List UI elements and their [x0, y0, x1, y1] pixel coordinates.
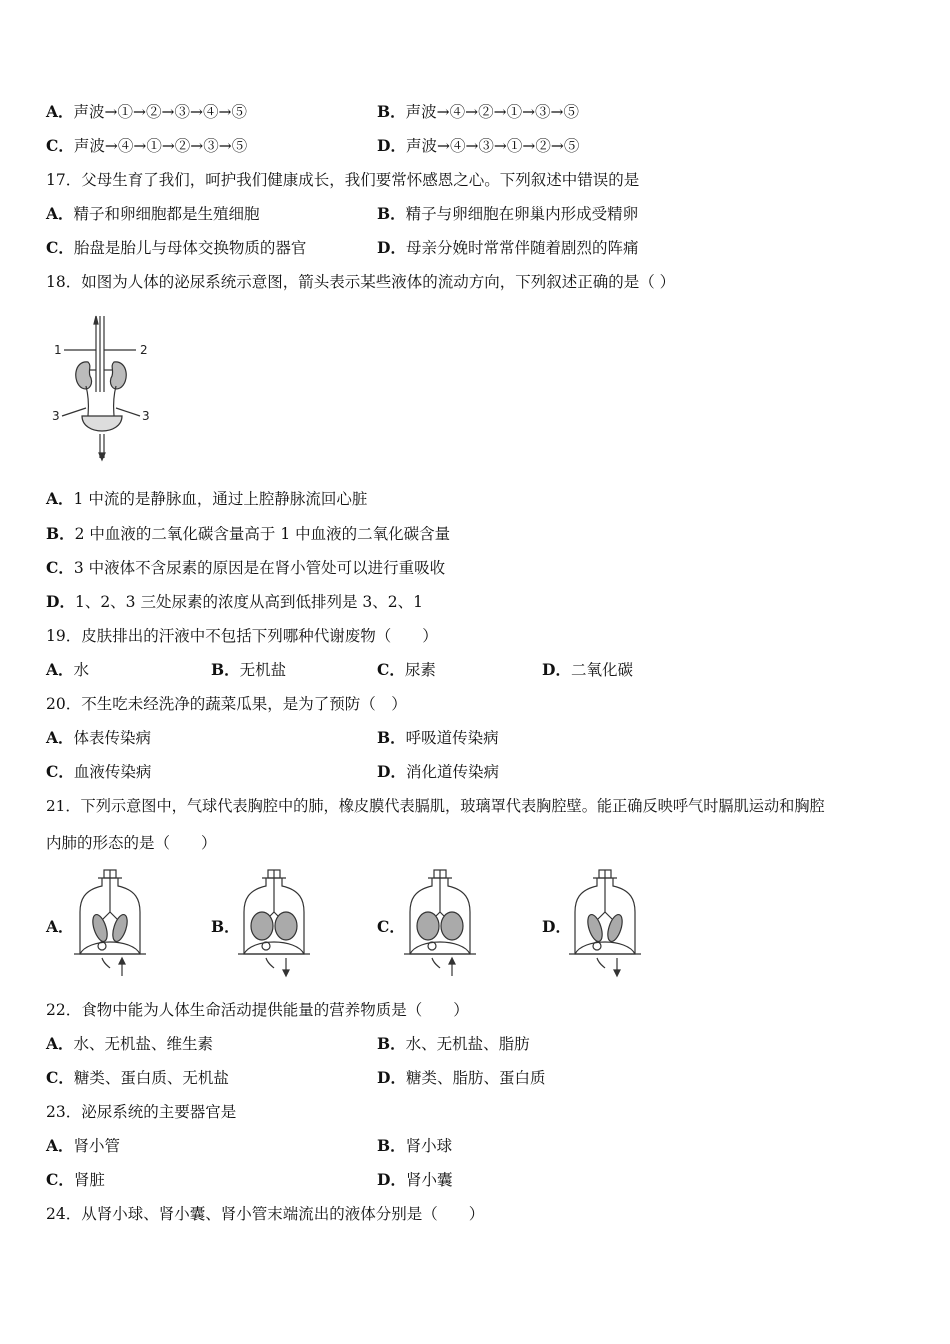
q19-option-d: D．二氧化碳	[542, 660, 633, 679]
q24-stem: 24．从肾小球、肾小囊、肾小管末端流出的液体分别是（ ）	[46, 1205, 485, 1223]
q17-stem: 17．父母生育了我们，呵护我们健康成长，我们要常怀感恩之心。下列叙述中错误的是	[46, 171, 640, 189]
q18-option-c: C．3 中液体不含尿素的原因是在肾小管处可以进行重吸收	[46, 558, 446, 577]
q23-stem: 23．泌尿系统的主要器官是	[46, 1103, 237, 1121]
q19-option-b: B．无机盐	[211, 660, 287, 679]
q23-option-c: C．肾脏	[46, 1170, 105, 1189]
q20-option-d: D．消化道传染病	[377, 762, 499, 781]
q16-option-d: D．声波→④→③→①→②→⑤	[377, 136, 580, 155]
bell-jar-figure-b	[238, 868, 310, 980]
q20-stem: 20．不生吃未经洗净的蔬菜瓜果，是为了预防（ ）	[46, 695, 407, 713]
q18-option-b: B．2 中血液的二氧化碳含量高于 1 中血液的二氧化碳含量	[46, 524, 451, 543]
q18-stem: 18．如图为人体的泌尿系统示意图，箭头表示某些液体的流动方向，下列叙述正确的是（ ）	[46, 273, 676, 291]
bell-jar-figure-c	[404, 868, 476, 980]
q22-option-c: C．糖类、蛋白质、无机盐	[46, 1068, 229, 1087]
q19-option-c: C．尿素	[377, 660, 436, 679]
q16-option-c: C．声波→④→①→②→③→⑤	[46, 136, 248, 155]
q21-option-d-label: D．	[542, 917, 571, 936]
bell-jar-figure-d	[569, 868, 641, 980]
q22-stem: 22．食物中能为人体生命活动提供能量的营养物质是（ ）	[46, 1001, 469, 1019]
q21-option-b-label: B．	[211, 917, 240, 936]
q22-option-b: B．水、无机盐、脂肪	[377, 1034, 530, 1053]
q17-option-a: A．精子和卵细胞都是生殖细胞	[46, 204, 260, 223]
figure-label-2: 2	[140, 343, 148, 357]
q22-option-d: D．糖类、脂肪、蛋白质	[377, 1068, 546, 1087]
urinary-system-figure	[52, 312, 152, 462]
q20-option-b: B．呼吸道传染病	[377, 728, 499, 747]
q19-stem: 19．皮肤排出的汗液中不包括下列哪种代谢废物（ ）	[46, 627, 438, 645]
q19-option-a: A．水	[46, 660, 90, 679]
q18-option-a: A．1 中流的是静脉血，通过上腔静脉流回心脏	[46, 489, 368, 508]
q16-option-b: B．声波→④→②→①→③→⑤	[377, 102, 580, 121]
q22-option-a: A．水、无机盐、维生素	[46, 1034, 214, 1053]
q17-option-d: D．母亲分娩时常常伴随着剧烈的阵痛	[377, 238, 639, 257]
q18-option-d: D．1、2、3 三处尿素的浓度从高到低排列是 3、2、1	[46, 592, 423, 611]
q17-option-c: C．胎盘是胎儿与母体交换物质的器官	[46, 238, 307, 257]
q20-option-a: A．体表传染病	[46, 728, 152, 747]
q16-option-a: A．声波→①→②→③→④→⑤	[46, 102, 247, 121]
q23-option-b: B．肾小球	[377, 1136, 453, 1155]
q21-option-a-label: A．	[46, 917, 74, 936]
q21-stem-line2: 内肺的形态的是（ ）	[46, 834, 217, 852]
q20-option-c: C．血液传染病	[46, 762, 152, 781]
figure-label-1: 1	[54, 343, 62, 357]
figure-label-3-left: 3	[52, 409, 60, 423]
figure-label-3-right: 3	[142, 409, 150, 423]
q23-option-a: A．肾小管	[46, 1136, 121, 1155]
bell-jar-figure-a	[74, 868, 146, 980]
q23-option-d: D．肾小囊	[377, 1170, 453, 1189]
q21-option-c-label: C．	[377, 917, 405, 936]
q17-option-b: B．精子与卵细胞在卵巢内形成受精卵	[377, 204, 639, 223]
q21-stem-line1: 21．下列示意图中，气球代表胸腔中的肺，橡皮膜代表膈肌，玻璃罩代表胸腔壁。能正确反映呼气时膈肌运动和胸腔	[46, 797, 825, 815]
